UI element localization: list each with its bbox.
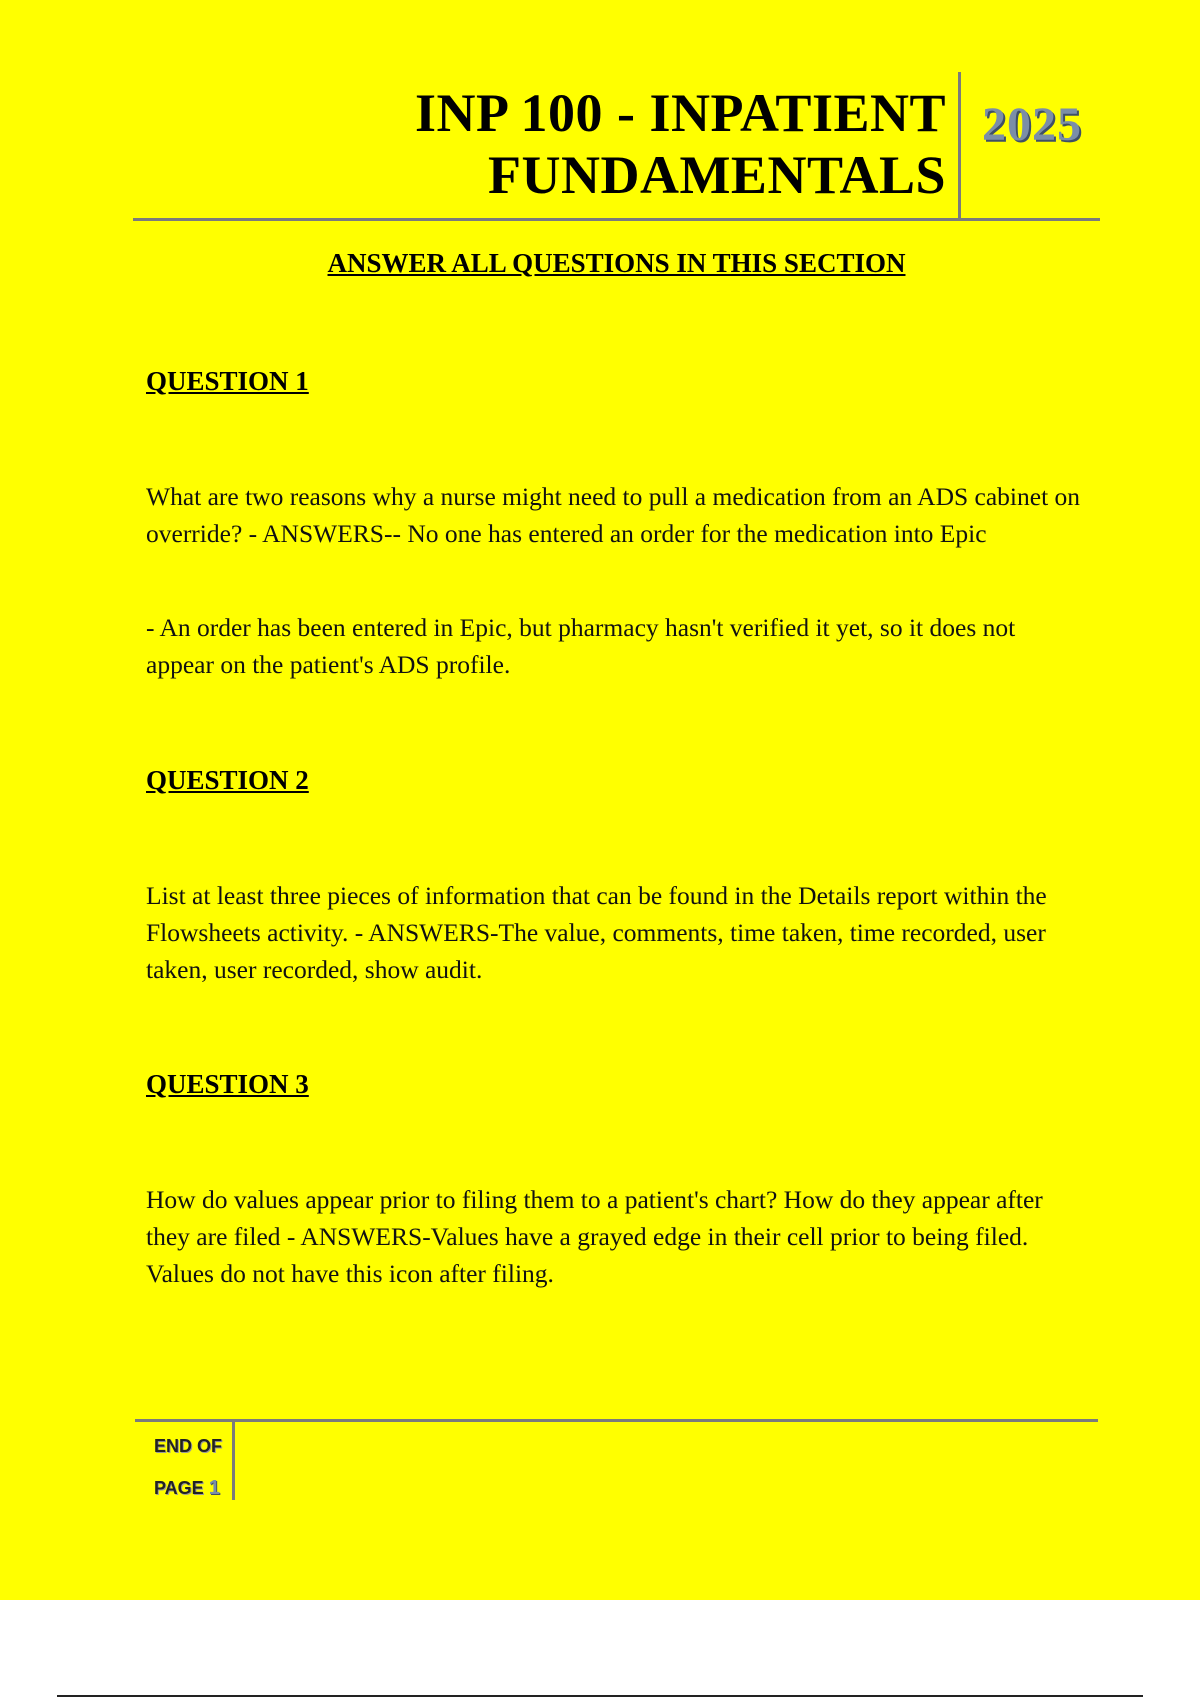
title-divider-horizontal [133,218,1100,221]
page-number: 1 [208,1477,220,1499]
question-3-text: How do values appear prior to filing them to a patient's chart? How do they appear after they are filed - ANSWERS-Values have a grayed edge in their cell prior to being filed. Values do not have this icon after filing. [146,1185,1043,1288]
title-line-2: FUNDAMENTALS [487,145,946,205]
title-divider-vertical [958,72,961,218]
question-2-label: QUESTION 2 [146,765,309,795]
year-badge: 2025 [982,98,1082,151]
footer-divider-horizontal [135,1419,1098,1422]
end-of-label: END OF [154,1436,223,1456]
title-line-1: INP 100 - INPATIENT [414,83,946,143]
question-1-text: What are two reasons why a nurse might need to pull a medication from an ADS cabinet on override? - ANSWERS-- No one has entered an order for the medication into Epic [146,482,1081,548]
footer-divider-vertical [232,1422,235,1500]
section-heading: ANSWER ALL QUESTIONS IN THIS SECTION [327,248,906,278]
page-label: PAGE [154,1478,204,1498]
end-of-page-marker [154,1425,232,1509]
document-title [415,82,946,206]
page-number-line [154,1467,232,1509]
question-1-answer-continued: - An order has been entered in Epic, but pharmacy hasn't verified it yet, so it does not appear on the patient's ADS profile. [146,613,1016,679]
question-2-text: List at least three pieces of information that can be found in the Details report within the Flowsheets activity. - ANSWERS-The value, comments, time taken, time recorded, user taken, user recorded, show audit. [146,881,1047,984]
question-3-label: QUESTION 3 [146,1069,309,1099]
question-1-label: QUESTION 1 [146,366,309,396]
bottom-rule [57,1695,1143,1697]
title-block [133,72,1098,220]
